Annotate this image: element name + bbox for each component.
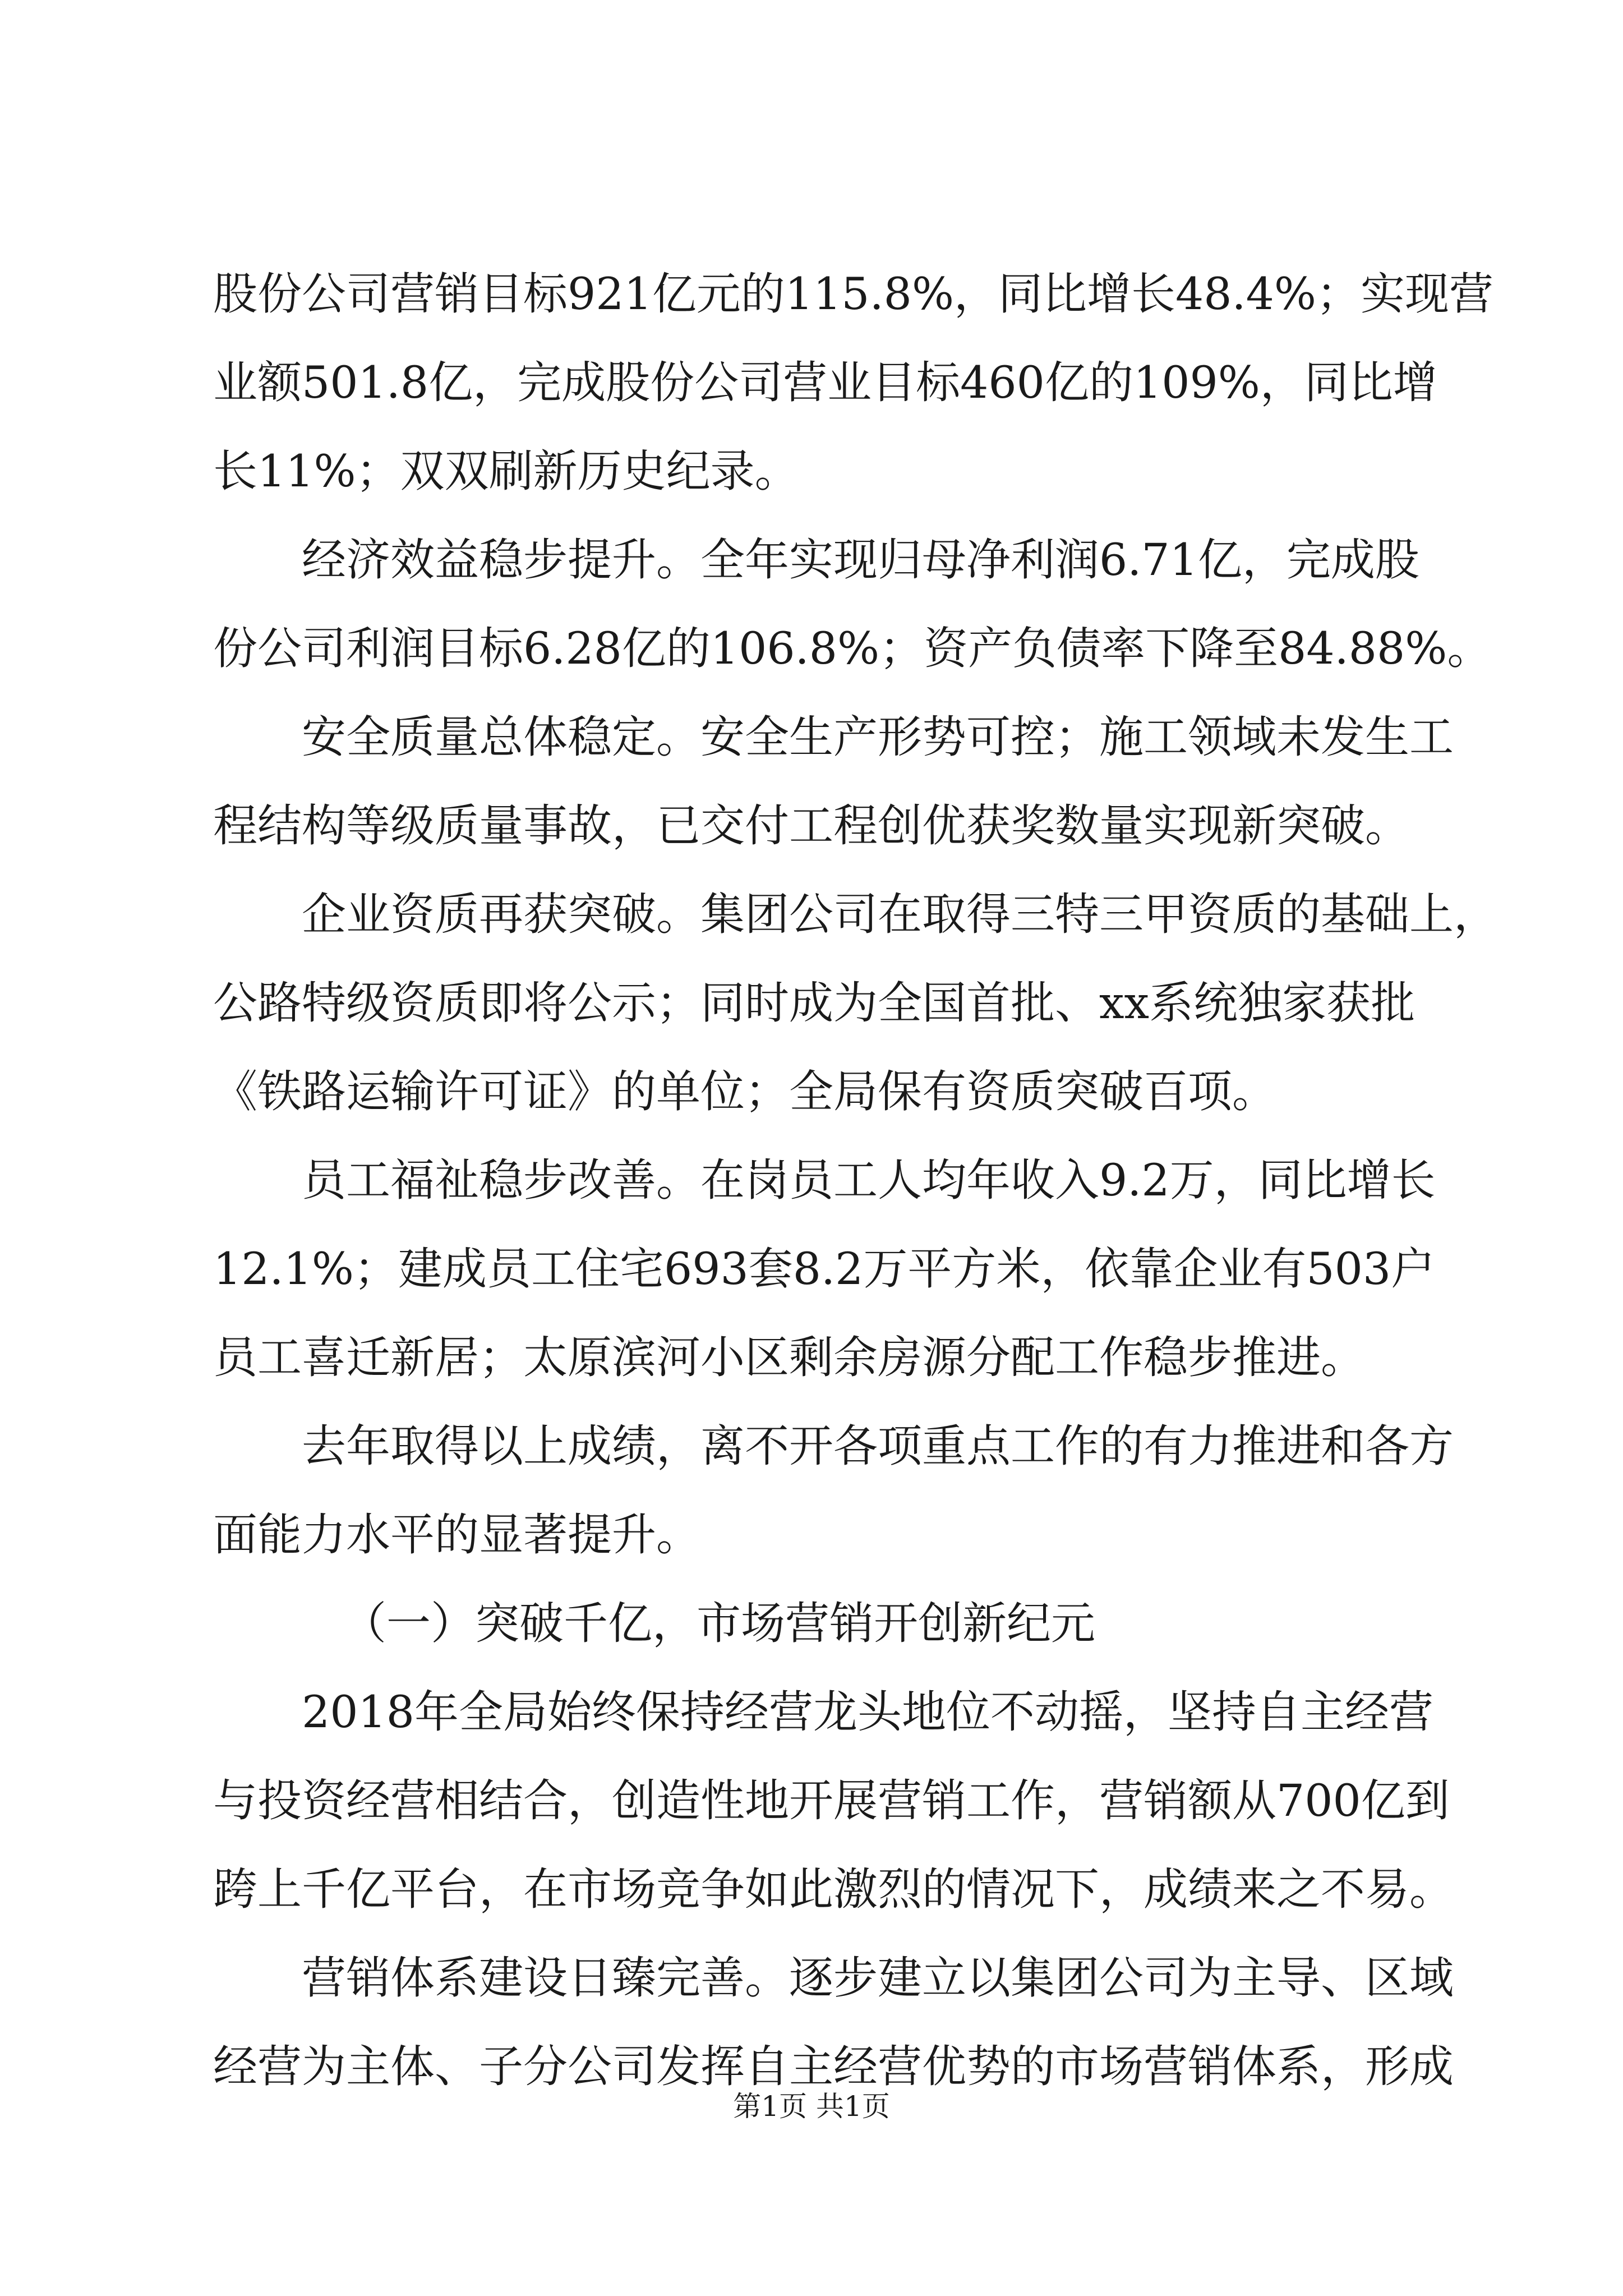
text-line: 与投资经营相结合，创造性地开展营销工作，营销额从700亿到 xyxy=(213,1775,1450,1826)
text-line: 股份公司营销目标921亿元的115.8%，同比增长48.4%；实现营 xyxy=(213,268,1493,320)
page-footer xyxy=(0,2087,1623,2126)
text-line: 份公司利润目标6.28亿的106.8%；资产负债率下降至84.88%。 xyxy=(213,623,1492,674)
document-body xyxy=(213,250,1498,2111)
section-heading: （一）突破千亿，市场营销开创新纪元 xyxy=(342,1598,1095,1649)
text-line: 跨上千亿平台，在市场竞争如此激烈的情况下，成绩来之不易。 xyxy=(213,1864,1454,1915)
text-line: 12.1%；建成员工住宅693套8.2万平方米，依靠企业有503户 xyxy=(213,1243,1436,1295)
text-line: 经营为主体、子分公司发挥自主经营优势的市场营销体系，形成 xyxy=(213,2041,1454,2092)
text-line: 《铁路运输许可证》的单位；全局保有资质突破百项。 xyxy=(213,1066,1276,1117)
paragraph-start-line: 企业资质再获突破。集团公司在取得三特三甲资质的基础上， xyxy=(302,889,1498,940)
paragraph-start-line: 员工福祉稳步改善。在岗员工人均年收入9.2万，同比增长 xyxy=(302,1154,1436,1206)
text-line: 公路特级资质即将公示；同时成为全国首批、xx系统独家获批 xyxy=(213,977,1415,1029)
paragraph-start-line: 经济效益稳步提升。全年实现归母净利润6.71亿，完成股 xyxy=(302,534,1419,586)
text-line: 员工喜迁新居；太原滨河小区剩余房源分配工作稳步推进。 xyxy=(213,1332,1365,1383)
paragraph-start-line: 2018年全局始终保持经营龙头地位不动摇，坚持自主经营 xyxy=(302,1686,1434,1738)
text-line: 业额501.8亿，完成股份公司营业目标460亿的109%，同比增 xyxy=(213,357,1437,408)
paragraph-start-line: 去年取得以上成绩，离不开各项重点工作的有力推进和各方 xyxy=(302,1420,1454,1472)
text-line: 长11%；双双刷新历史纪录。 xyxy=(213,445,799,497)
text-line: 程结构等级质量事故，已交付工程创优获奖数量实现新突破。 xyxy=(213,800,1409,852)
paragraph-start-line: 营销体系建设日臻完善。逐步建立以集团公司为主导、区域 xyxy=(302,1952,1454,2004)
paragraph-start-line: 安全质量总体稳定。安全生产形势可控；施工领域未发生工 xyxy=(302,711,1454,763)
page-number-label: 第1页 共1页 xyxy=(733,2090,890,2123)
text-line: 面能力水平的显著提升。 xyxy=(213,1509,700,1561)
